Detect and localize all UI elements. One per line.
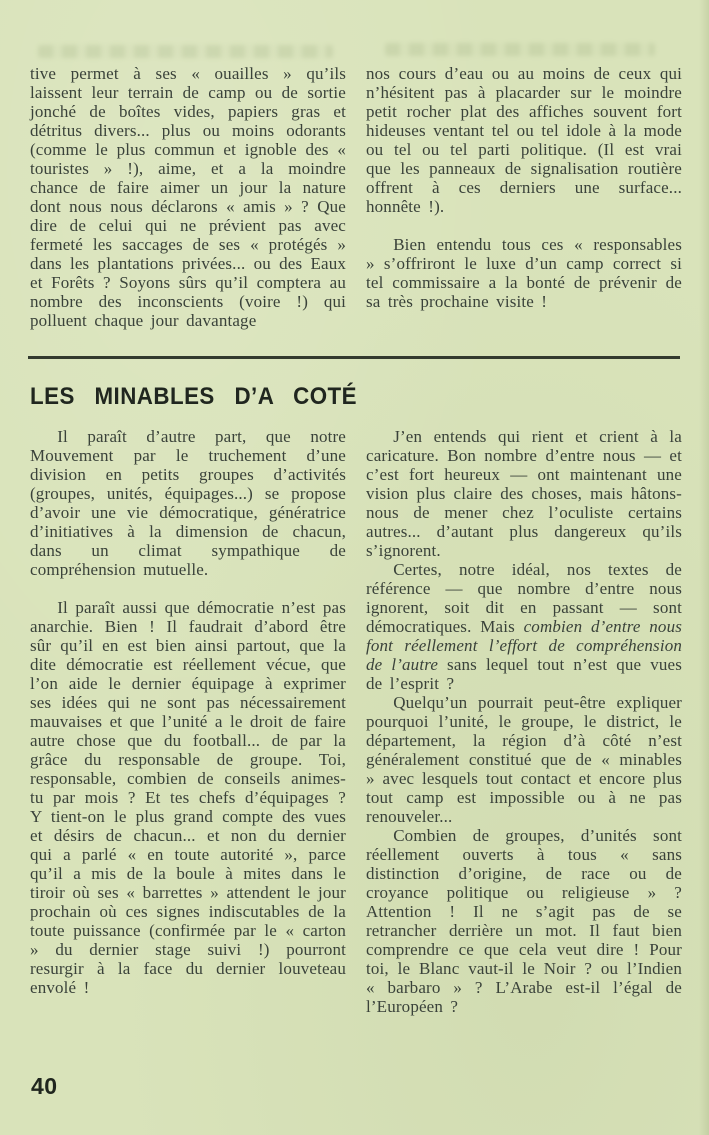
article-title: LES MINABLES D’A COTÉ <box>30 383 358 410</box>
bleed-through-ghost <box>385 43 655 56</box>
article-body <box>30 427 682 1016</box>
paragraph: tive permet à ses « ouailles » qu’ils laissent leur terrain de camp ou de sortie jonché de boîtes vides, papiers gras et détritus divers... plus ou moins odorants (comme le plus commun et ignoble des « touristes » !), aime, et a la moindre chance de faire aimer un jour la nature dont nous nous déclarons « amis » ? Que dire de celui qui ne prévient pas avec fermeté les saccages de ses « protégés » dans les plantations privées... ou des Eaux et Forêts ? Soyons sûrs qu’il comptera au nombre des inconscients (voire !) qui polluent chaque jour davantage <box>30 64 346 330</box>
paragraph-roman-text: sans lequel tout n’est que vues de l’esprit ? <box>366 655 683 693</box>
left-column <box>30 427 346 1016</box>
paragraph: Il paraît d’autre part, que notre Mouvement par le truchement d’une division en petits groupes d’activités (groupes, unités, équipages...) se propose d’avoir une vie démocratique, génératrice d’initiatives à la dimension de chacun, dans un climat sympathique de compréhension mutuelle. <box>30 427 346 579</box>
bleed-through-ghost <box>38 45 333 58</box>
left-column <box>30 64 346 330</box>
section-divider-rule <box>28 356 680 359</box>
paragraph: nos cours d’eau ou au moins de ceux qui n’hésitent pas à placarder sur le moindre petit rocher plat des affiches souvent fort hideuses ventant tel ou tel idole à la mode ou tel ou tel parti politique. (Il est vrai que les panneaux de signalisation routière offrent à ces derniers une surface... honnête !). <box>366 64 682 216</box>
paragraph: Bien entendu tous ces « responsables » s’offriront le luxe d’un camp correct si tel commissaire a la bonté de prévenir de sa très prochaine visite ! <box>366 235 682 311</box>
paragraph: J’en entends qui rient et crient à la caricature. Bon nombre d’entre nous — et c’est fort heureux — ont maintenant une vision plus claire des choses, mais hâtons-nous de mener chez l’oculiste certains autres... d’autant plus dangereux qu’ils s’ignorent. <box>366 427 682 560</box>
continuation-section <box>30 64 682 330</box>
paragraph-roman-text: Certes, notre idéal, nos textes de référence — que nombre d’entre nous ignorent, soit dit en passant — sont démocratiques. Mais <box>366 560 682 636</box>
paragraph-italic-text: combien d’entre nous font réellement l’effort de compréhension de l’autre <box>366 617 682 674</box>
paragraph: Quelqu’un pourrait peut-être expliquer pourquoi l’unité, le groupe, le district, le département, la région d’à côté n’est généralement constitué que de « minables » avec lesquels tout contact et encore plus tout camp est impossible ou à ne pas renouveler... <box>366 693 682 826</box>
right-column <box>366 64 682 330</box>
paragraph: Combien de groupes, d’unités sont réellement ouverts à tous « sans distinction d’origine, de race ou de croyance politique ou religieuse » ? Attention ! Il ne s’agit pas de se retrancher derrière un mot. Il faut bien comprendre ce que cela veut dire ! Pour toi, le Blanc vaut-il le Noir ? ou l’Indien « barbaro » ? L’Arabe est-il l’égal de l’Européen ? <box>366 826 682 1016</box>
page-number: 40 <box>31 1073 58 1099</box>
paragraph: Il paraît aussi que démocratie n’est pas anarchie. Bien ! Il faudrait d’abord être sûr qu’il en est bien ainsi partout, que la dite démocratie est réellement vécue, que l’on aide le dernier équipage à exprimer ses idées qui ne sont pas nécessairement mauvaises et que l’unité a le droit de faire autre chose que du football... de par la grâce du responsable de groupe. Toi, responsable, combien de conseils animes-tu par mois ? Et tes chefs d’équipages ? Y tient-on le plus grand compte des vues et désirs de chacun... et non du dernier qui a parlé « en toute autorité », parce qu’il a mis de la boule à mites dans le tiroir où ses « barrettes » attendent le jour prochain où ces signes indiscutables de la toute puissance (confirmée par le « carton » du dernier stage suivi !) pourront resurgir à la face du dernier louveteau envolé ! <box>30 598 346 997</box>
paragraph <box>366 560 682 693</box>
right-column <box>366 427 682 1016</box>
